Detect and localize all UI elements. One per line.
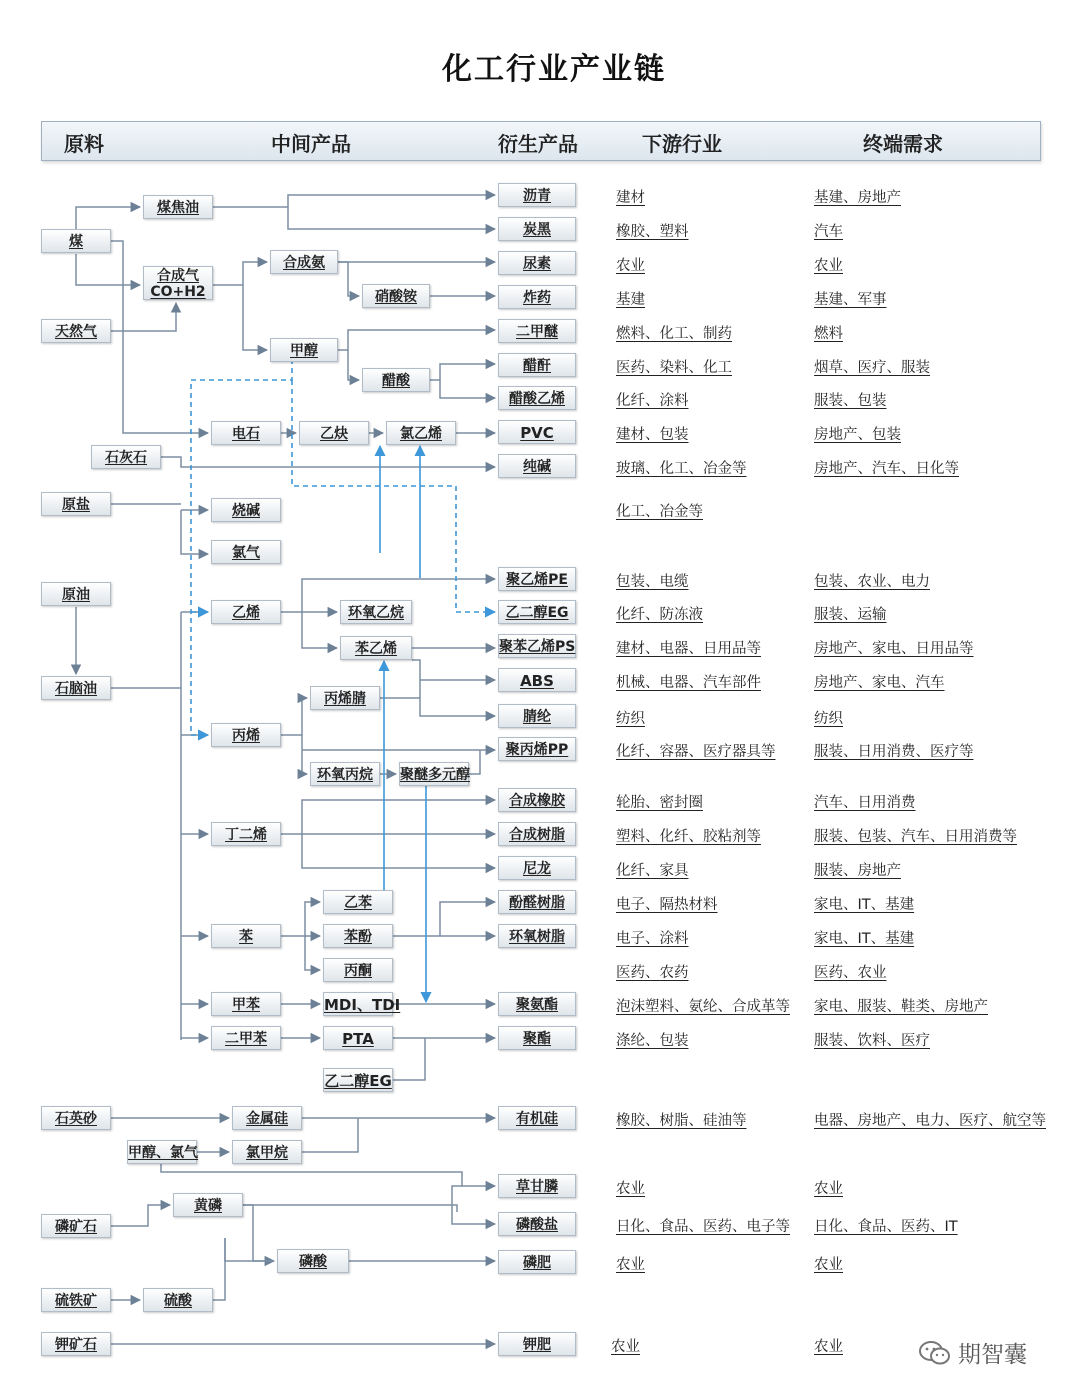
connector xyxy=(225,1238,274,1261)
downstream-industry: 化纤、容器、医疗器具等 xyxy=(616,744,776,760)
mid-chlorine: 氯气 xyxy=(211,540,281,564)
raw-salt: 原盐 xyxy=(41,492,111,516)
derivative-product: 尼龙 xyxy=(498,856,576,880)
header-derivative: 衍生产品 xyxy=(498,132,578,156)
wechat-icon xyxy=(918,1340,952,1366)
terminal-demand: 家电、IT、基建 xyxy=(814,931,915,947)
downstream-industry: 化纤、家具 xyxy=(616,863,689,879)
connector xyxy=(469,750,480,774)
mid-acetic-acid: 醋酸 xyxy=(362,368,430,392)
downstream-industry: 建材、电器、日用品等 xyxy=(616,641,761,657)
mid-butadiene: 丁二烯 xyxy=(211,822,281,846)
downstream-industry: 建材 xyxy=(616,190,645,206)
derivative-product: 尿素 xyxy=(498,251,576,275)
mid-coal-tar: 煤焦油 xyxy=(143,195,213,219)
derivative-product: 钾肥 xyxy=(498,1332,576,1356)
mid-phosphoric-acid: 磷酸 xyxy=(277,1249,349,1273)
terminal-demand: 服装、房地产 xyxy=(814,863,901,879)
connector xyxy=(76,254,140,285)
terminal-demand: 农业 xyxy=(814,1257,843,1273)
terminal-demand: 基建、房地产 xyxy=(814,190,901,206)
downstream-industry: 涤纶、包装 xyxy=(616,1033,689,1049)
terminal-demand: 烟草、医疗、服装 xyxy=(814,360,930,376)
terminal-demand: 农业 xyxy=(814,1339,843,1355)
derivative-product: 炸药 xyxy=(498,285,576,309)
mid-mdi-tdi: MDI、TDI xyxy=(323,992,393,1016)
connector xyxy=(292,380,495,612)
mid-yellow-phosphorus: 黄磷 xyxy=(173,1193,243,1217)
mid-ethylene-glycol: 乙二醇EG xyxy=(323,1068,393,1092)
connector xyxy=(430,364,495,380)
downstream-industry: 燃料、化工、制药 xyxy=(616,326,732,342)
mid-syngas-label: 合成气 xyxy=(157,268,199,284)
mid-methanol: 甲醇 xyxy=(270,338,338,362)
terminal-demand: 服装、饮料、医疗 xyxy=(814,1033,930,1049)
connector xyxy=(393,902,495,936)
derivative-product: 二甲醚 xyxy=(498,319,576,343)
watermark xyxy=(918,1336,1027,1369)
downstream-industry: 建材、包装 xyxy=(616,427,689,443)
terminal-demand: 房地产、汽车、日化等 xyxy=(814,461,959,477)
watermark-text: 期智囊 xyxy=(958,1342,1027,1368)
connector xyxy=(348,350,359,380)
downstream-industry: 日化、食品、医药、电子等 xyxy=(616,1219,790,1235)
terminal-demand: 汽车、日用消费 xyxy=(814,795,916,811)
terminal-demand: 汽车 xyxy=(814,224,843,240)
mid-propylene-oxide: 环氧丙烷 xyxy=(310,762,380,786)
mid-ethylene-oxide: 环氧乙烷 xyxy=(340,600,412,624)
downstream-industry: 化工、冶金等 xyxy=(616,504,703,520)
downstream-industry: 农业 xyxy=(616,1181,645,1197)
mid-ammonia: 合成氨 xyxy=(270,250,338,274)
connector xyxy=(181,510,208,554)
derivative-product: 合成橡胶 xyxy=(498,788,576,812)
mid-metal-silicon: 金属硅 xyxy=(232,1106,302,1130)
connector xyxy=(161,1164,495,1186)
derivative-product: 聚丙烯PP xyxy=(498,737,576,761)
terminal-demand: 服装、包装、汽车、日用消费等 xyxy=(814,829,1017,845)
downstream-industry: 电子、隔热材料 xyxy=(616,897,718,913)
mid-ethylene: 乙烯 xyxy=(211,600,281,624)
raw-potash-ore: 钾矿石 xyxy=(41,1332,111,1356)
terminal-demand: 纺织 xyxy=(814,711,843,727)
connector xyxy=(305,936,320,970)
raw-quartz-sand: 石英砂 xyxy=(41,1106,111,1130)
connector xyxy=(243,1205,274,1261)
mid-acrylonitrile: 丙烯腈 xyxy=(310,686,380,710)
mid-propylene: 丙烯 xyxy=(211,723,281,747)
derivative-product: 沥青 xyxy=(498,183,576,207)
connector xyxy=(302,1118,358,1152)
terminal-demand: 电器、房地产、电力、医疗、航空等 xyxy=(814,1113,1046,1129)
terminal-demand: 服装、包装 xyxy=(814,393,887,409)
downstream-industry: 塑料、化纤、胶粘剂等 xyxy=(616,829,761,845)
connector xyxy=(440,380,495,398)
mid-vinyl-chloride: 氯乙烯 xyxy=(386,421,456,445)
mid-sulfuric-acid: 硫酸 xyxy=(143,1288,213,1312)
downstream-industry: 橡胶、树脂、硅油等 xyxy=(616,1113,747,1129)
connector xyxy=(338,330,495,350)
connector xyxy=(393,1038,425,1080)
derivative-product: 有机硅 xyxy=(498,1106,576,1130)
connector xyxy=(213,1238,225,1300)
derivative-product: 腈纶 xyxy=(498,704,576,728)
mid-phenol: 苯酚 xyxy=(323,924,393,948)
mid-xylene: 二甲苯 xyxy=(211,1026,281,1050)
terminal-demand: 房地产、家电、日用品等 xyxy=(814,641,974,657)
header-terminal-demand: 终端需求 xyxy=(863,132,943,156)
mid-caustic-soda: 烧碱 xyxy=(211,498,281,522)
downstream-industry: 纺织 xyxy=(616,711,645,727)
mid-acetylene: 乙炔 xyxy=(299,421,369,445)
downstream-industry: 农业 xyxy=(611,1339,640,1355)
connector xyxy=(281,902,320,936)
derivative-product: 醋酸乙烯 xyxy=(498,386,576,410)
terminal-demand: 房地产、家电、汽车 xyxy=(814,675,945,691)
terminal-demand: 房地产、包装 xyxy=(814,427,901,443)
connector xyxy=(412,660,420,684)
connector xyxy=(281,698,307,735)
derivative-product: 磷肥 xyxy=(498,1250,576,1274)
connector xyxy=(76,207,140,229)
mid-syngas-formula: CO+H2 xyxy=(150,284,206,300)
raw-pyrite: 硫铁矿 xyxy=(41,1288,111,1312)
connector xyxy=(302,735,307,774)
terminal-demand: 包装、农业、电力 xyxy=(814,574,930,590)
derivative-product: 炭黑 xyxy=(498,217,576,241)
mid-benzene: 苯 xyxy=(211,924,281,948)
downstream-industry: 包装、电缆 xyxy=(616,574,689,590)
downstream-industry: 医药、农药 xyxy=(616,965,689,981)
mid-calcium-carbide: 电石 xyxy=(211,421,281,445)
connector xyxy=(111,1205,170,1226)
derivative-product: 磷酸盐 xyxy=(498,1212,576,1236)
downstream-industry: 轮胎、密封圈 xyxy=(616,795,703,811)
raw-methanol-chlorine: 甲醇、氯气 xyxy=(127,1140,197,1164)
terminal-demand: 燃料 xyxy=(814,326,843,342)
raw-crude-oil: 原油 xyxy=(41,582,111,606)
derivative-product: ABS xyxy=(498,668,576,692)
terminal-demand: 医药、农业 xyxy=(814,965,887,981)
header-raw-materials: 原料 xyxy=(64,132,104,156)
terminal-demand: 家电、服装、鞋类、房地产 xyxy=(814,999,988,1015)
derivative-product: 环氧树脂 xyxy=(498,924,576,948)
terminal-demand: 农业 xyxy=(814,258,843,274)
raw-naphtha: 石脑油 xyxy=(41,676,111,700)
downstream-industry: 玻璃、化工、冶金等 xyxy=(616,461,747,477)
downstream-industry: 化纤、涂料 xyxy=(616,393,689,409)
mid-polyether-polyol: 聚醚多元醇 xyxy=(399,762,469,786)
derivative-product: 聚乙烯PE xyxy=(498,567,576,591)
terminal-demand: 服装、日用消费、医疗等 xyxy=(814,744,974,760)
connector xyxy=(302,612,337,648)
raw-limestone: 石灰石 xyxy=(91,445,161,469)
downstream-industry: 泡沫塑料、氨纶、合成革等 xyxy=(616,999,790,1015)
connector xyxy=(213,262,267,285)
derivative-product: 草甘膦 xyxy=(498,1174,576,1198)
connector xyxy=(243,1205,457,1212)
connector xyxy=(302,834,495,868)
derivative-product: 聚氨酯 xyxy=(498,992,576,1016)
mid-syngas xyxy=(143,266,213,300)
connector xyxy=(288,207,495,229)
terminal-demand: 农业 xyxy=(814,1181,843,1197)
terminal-demand: 家电、IT、基建 xyxy=(814,897,915,913)
header-intermediate: 中间产品 xyxy=(271,132,351,156)
downstream-industry: 机械、电器、汽车部件 xyxy=(616,675,761,691)
mid-ammonium-nitrate: 硝酸铵 xyxy=(362,284,430,308)
derivative-product: 乙二醇EG xyxy=(498,600,576,624)
connector xyxy=(452,1186,495,1224)
mid-acetone: 丙酮 xyxy=(323,958,393,982)
connector xyxy=(243,285,267,350)
raw-coal: 煤 xyxy=(41,229,111,253)
connector xyxy=(161,457,495,467)
mid-chloromethane: 氯甲烷 xyxy=(232,1140,302,1164)
downstream-industry: 基建 xyxy=(616,292,645,308)
terminal-demand: 日化、食品、医药、IT xyxy=(814,1219,958,1235)
derivative-product: PVC xyxy=(498,420,576,444)
downstream-industry: 农业 xyxy=(616,1257,645,1273)
mid-styrene: 苯乙烯 xyxy=(340,636,412,660)
downstream-industry: 电子、涂料 xyxy=(616,931,689,947)
mid-ethylbenzene: 乙苯 xyxy=(323,890,393,914)
terminal-demand: 基建、军事 xyxy=(814,292,887,308)
terminal-demand: 服装、运输 xyxy=(814,607,887,623)
header-downstream: 下游行业 xyxy=(642,132,722,156)
mid-pta: PTA xyxy=(323,1026,393,1050)
derivative-product: 醋酐 xyxy=(498,353,576,377)
connector xyxy=(281,800,495,834)
mid-toluene: 甲苯 xyxy=(211,992,281,1016)
connector xyxy=(338,262,359,296)
downstream-industry: 医药、染料、化工 xyxy=(616,360,732,376)
downstream-industry: 化纤、防冻液 xyxy=(616,607,703,623)
downstream-industry: 橡胶、塑料 xyxy=(616,224,689,240)
derivative-product: 合成树脂 xyxy=(498,822,576,846)
connector xyxy=(213,195,495,207)
raw-natural-gas: 天然气 xyxy=(41,319,111,343)
raw-phosphate-rock: 磷矿石 xyxy=(41,1214,111,1238)
derivative-product: 酚醛树脂 xyxy=(498,890,576,914)
connector xyxy=(420,684,495,716)
page-title: 化工行业产业链 xyxy=(442,52,666,87)
downstream-industry: 农业 xyxy=(616,258,645,274)
derivative-product: 聚酯 xyxy=(498,1026,576,1050)
derivative-product: 纯碱 xyxy=(498,454,576,478)
derivative-product: 聚苯乙烯PS xyxy=(498,634,576,658)
